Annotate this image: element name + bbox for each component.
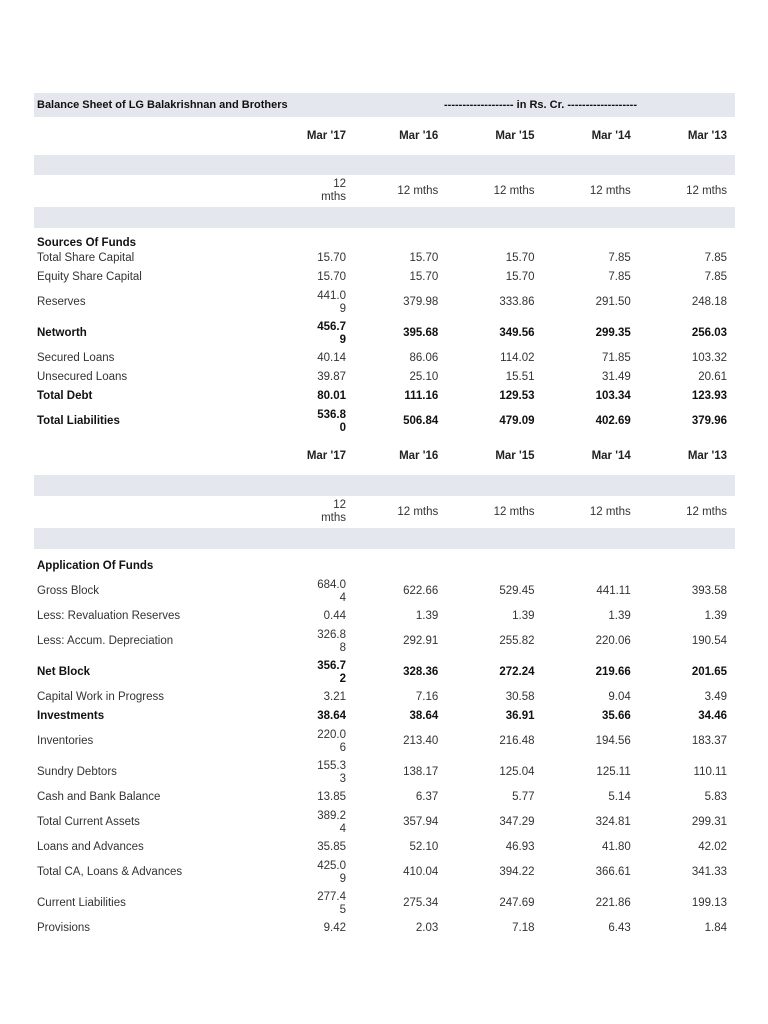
row-label: Less: Revaluation Reserves bbox=[37, 610, 181, 622]
unit-label: ------------------- in Rs. Cr. ------------------- bbox=[444, 99, 637, 111]
value-cell: 125.04 bbox=[499, 766, 535, 778]
column-header: Mar '16 bbox=[399, 450, 439, 462]
value-cell: 20.61 bbox=[698, 371, 727, 383]
value-cell bbox=[284, 810, 346, 836]
value-cell bbox=[284, 371, 346, 384]
value-text: 38.64 bbox=[317, 710, 346, 722]
value-cell: 347.29 bbox=[499, 816, 535, 828]
application-heading-row bbox=[34, 553, 735, 572]
value-cell: 216.48 bbox=[499, 735, 535, 747]
value-cell: 221.86 bbox=[595, 897, 631, 909]
value-cell: 1.39 bbox=[512, 610, 535, 622]
row-label: Provisions bbox=[37, 922, 91, 934]
value-cell: 6.43 bbox=[608, 922, 631, 934]
table-row bbox=[34, 888, 735, 919]
value-cell bbox=[284, 891, 346, 917]
table-title-bar bbox=[34, 93, 735, 117]
value-cell: 366.61 bbox=[595, 866, 631, 878]
column-header: Mar '15 bbox=[495, 450, 535, 462]
value-cell: 7.85 bbox=[704, 252, 727, 264]
value-cell: 247.69 bbox=[499, 897, 535, 909]
period-cell: 12 mths bbox=[493, 505, 535, 518]
value-cell: 256.03 bbox=[691, 327, 727, 339]
value-cell: 213.40 bbox=[403, 735, 439, 747]
value-cell: 111.16 bbox=[404, 390, 439, 402]
row-label: Inventories bbox=[37, 735, 94, 747]
row-label: Capital Work in Progress bbox=[37, 691, 164, 703]
value-cell: 379.98 bbox=[403, 296, 439, 308]
period-cell: 12 mths bbox=[686, 184, 727, 197]
separator-band bbox=[34, 528, 735, 549]
value-text: 356.72 bbox=[317, 659, 346, 685]
table-row bbox=[34, 726, 735, 757]
value-cell bbox=[284, 610, 346, 623]
value-text: 425.09 bbox=[317, 859, 346, 885]
table-row bbox=[34, 919, 735, 938]
value-cell: 190.54 bbox=[691, 635, 727, 647]
value-cell bbox=[284, 271, 346, 284]
value-cell: 272.24 bbox=[499, 666, 535, 678]
row-label: Total Debt bbox=[37, 390, 93, 402]
value-cell: 31.49 bbox=[601, 371, 631, 383]
value-cell bbox=[284, 579, 346, 605]
value-cell bbox=[284, 352, 346, 365]
row-label: Gross Block bbox=[37, 585, 99, 597]
value-cell: 5.83 bbox=[704, 791, 727, 803]
table-row bbox=[34, 807, 735, 838]
value-cell: 328.36 bbox=[403, 666, 439, 678]
value-cell bbox=[284, 710, 346, 723]
value-cell: 299.31 bbox=[691, 816, 727, 828]
row-label: Investments bbox=[37, 710, 105, 722]
top-header-row bbox=[34, 117, 735, 155]
value-cell: 36.91 bbox=[505, 710, 535, 722]
value-cell: 3.49 bbox=[704, 691, 727, 703]
table-row bbox=[34, 287, 735, 318]
separator-band bbox=[34, 155, 735, 175]
value-cell bbox=[284, 660, 346, 686]
value-cell: 2.03 bbox=[415, 922, 439, 934]
table-row bbox=[34, 788, 735, 807]
row-label: Equity Share Capital bbox=[37, 271, 142, 283]
value-cell: 1.39 bbox=[608, 610, 631, 622]
section-heading: Application Of Funds bbox=[37, 560, 154, 572]
table-row bbox=[34, 576, 735, 607]
value-cell: 395.68 bbox=[403, 327, 439, 339]
column-header: Mar '14 bbox=[591, 130, 631, 142]
value-cell: 199.13 bbox=[691, 897, 727, 909]
period-cell: 12 mths bbox=[493, 184, 535, 197]
value-cell bbox=[284, 860, 346, 886]
value-cell: 275.34 bbox=[403, 897, 439, 909]
value-cell: 333.86 bbox=[499, 296, 535, 308]
table-row bbox=[34, 707, 735, 726]
section-heading: Sources Of Funds bbox=[37, 237, 137, 249]
row-label: Cash and Bank Balance bbox=[37, 791, 161, 803]
value-cell: 52.10 bbox=[409, 841, 439, 853]
value-text: 389.24 bbox=[317, 809, 346, 835]
column-header bbox=[284, 449, 346, 463]
value-cell bbox=[284, 841, 346, 854]
value-cell: 129.53 bbox=[499, 390, 535, 402]
value-cell bbox=[284, 409, 346, 435]
value-text: 15.70 bbox=[317, 252, 346, 264]
value-cell bbox=[284, 390, 346, 403]
value-cell: 138.17 bbox=[403, 766, 439, 778]
value-cell: 114.02 bbox=[500, 352, 535, 364]
column-header-text: Mar '17 bbox=[306, 450, 346, 462]
value-cell: 15.70 bbox=[505, 271, 535, 283]
value-cell: 25.10 bbox=[409, 371, 439, 383]
row-label: Net Block bbox=[37, 666, 91, 678]
table-row bbox=[34, 249, 735, 268]
sources-heading-row bbox=[34, 230, 735, 249]
column-header: Mar '13 bbox=[687, 450, 727, 462]
value-cell: 183.37 bbox=[691, 735, 727, 747]
table-row bbox=[34, 349, 735, 368]
value-cell: 34.46 bbox=[698, 710, 727, 722]
value-cell: 622.66 bbox=[403, 585, 439, 597]
value-cell: 103.34 bbox=[595, 390, 631, 402]
value-cell: 394.22 bbox=[499, 866, 535, 878]
column-header: Mar '16 bbox=[399, 130, 439, 142]
value-cell: 103.32 bbox=[691, 352, 727, 364]
period-cell bbox=[284, 499, 346, 525]
value-cell: 410.04 bbox=[403, 866, 439, 878]
table-row bbox=[34, 406, 735, 437]
row-label: Unsecured Loans bbox=[37, 371, 128, 383]
value-text: 684.04 bbox=[317, 578, 346, 604]
value-cell: 5.77 bbox=[512, 791, 535, 803]
value-cell: 292.91 bbox=[403, 635, 439, 647]
value-cell: 1.39 bbox=[415, 610, 439, 622]
table-row bbox=[34, 368, 735, 387]
column-header bbox=[284, 129, 346, 143]
row-label: Total Current Assets bbox=[37, 816, 140, 828]
separator-band bbox=[34, 207, 735, 228]
value-cell: 35.66 bbox=[601, 710, 631, 722]
value-cell: 201.65 bbox=[691, 666, 727, 678]
period-cell: 12 mths bbox=[397, 505, 439, 518]
table-row bbox=[34, 607, 735, 626]
value-cell: 46.93 bbox=[505, 841, 535, 853]
period-cell bbox=[284, 178, 346, 204]
value-cell: 248.18 bbox=[691, 296, 727, 308]
row-label: Total CA, Loans & Advances bbox=[37, 866, 183, 878]
value-text: 0.44 bbox=[323, 610, 346, 622]
value-text: 35.85 bbox=[317, 841, 346, 853]
row-label: Total Share Capital bbox=[37, 252, 135, 264]
balance-sheet-table bbox=[34, 93, 735, 938]
value-cell: 5.14 bbox=[608, 791, 631, 803]
row-label: Current Liabilities bbox=[37, 897, 126, 909]
value-cell: 123.93 bbox=[691, 390, 727, 402]
value-cell: 529.45 bbox=[499, 585, 535, 597]
value-cell bbox=[284, 290, 346, 316]
row-label: Less: Accum. Depreciation bbox=[37, 635, 174, 647]
row-label: Secured Loans bbox=[37, 352, 115, 364]
table-row bbox=[34, 838, 735, 857]
table-row bbox=[34, 657, 735, 688]
value-cell: 41.80 bbox=[601, 841, 631, 853]
value-cell: 15.70 bbox=[505, 252, 535, 264]
period-text: 12 mths bbox=[321, 499, 346, 524]
separator-band bbox=[34, 475, 735, 496]
column-header: Mar '14 bbox=[591, 450, 631, 462]
value-text: 13.85 bbox=[317, 791, 346, 803]
value-text: 155.33 bbox=[317, 759, 346, 785]
row-label: Sundry Debtors bbox=[37, 766, 117, 778]
period-cell: 12 mths bbox=[589, 505, 631, 518]
value-cell: 71.85 bbox=[601, 352, 631, 364]
value-text: 40.14 bbox=[317, 352, 346, 364]
table-row bbox=[34, 626, 735, 657]
value-cell: 402.69 bbox=[595, 415, 631, 427]
value-cell: 9.04 bbox=[608, 691, 631, 703]
value-cell: 7.16 bbox=[415, 691, 439, 703]
value-cell: 479.09 bbox=[499, 415, 535, 427]
value-cell: 393.58 bbox=[691, 585, 727, 597]
value-text: 456.79 bbox=[317, 320, 346, 346]
value-cell: 341.33 bbox=[691, 866, 727, 878]
value-cell: 15.51 bbox=[505, 371, 535, 383]
value-text: 15.70 bbox=[317, 271, 346, 283]
value-cell bbox=[284, 252, 346, 265]
value-text: 220.06 bbox=[317, 728, 346, 754]
value-cell: 30.58 bbox=[505, 691, 535, 703]
value-cell bbox=[284, 691, 346, 704]
value-cell: 38.64 bbox=[409, 710, 439, 722]
value-cell: 125.11 bbox=[596, 766, 631, 778]
row-label: Loans and Advances bbox=[37, 841, 144, 853]
top-period-row bbox=[34, 175, 735, 207]
value-cell bbox=[284, 629, 346, 655]
row-label: Networth bbox=[37, 327, 87, 339]
value-cell: 7.85 bbox=[608, 252, 631, 264]
value-cell bbox=[284, 922, 346, 935]
column-header: Mar '15 bbox=[495, 130, 535, 142]
value-text: 39.87 bbox=[317, 371, 346, 383]
column-header-text: Mar '17 bbox=[306, 130, 346, 142]
value-cell: 7.85 bbox=[608, 271, 631, 283]
table-row bbox=[34, 688, 735, 707]
value-cell: 15.70 bbox=[409, 271, 439, 283]
value-cell: 86.06 bbox=[409, 352, 439, 364]
value-cell: 15.70 bbox=[409, 252, 439, 264]
value-cell: 7.85 bbox=[704, 271, 727, 283]
value-cell: 379.96 bbox=[691, 415, 727, 427]
table-row bbox=[34, 318, 735, 349]
value-cell: 110.11 bbox=[693, 766, 727, 778]
value-cell: 324.81 bbox=[595, 816, 631, 828]
value-cell: 6.37 bbox=[415, 791, 439, 803]
value-cell: 219.66 bbox=[595, 666, 631, 678]
value-cell: 441.11 bbox=[596, 585, 631, 597]
value-cell: 357.94 bbox=[403, 816, 439, 828]
value-text: 3.21 bbox=[323, 691, 346, 703]
value-text: 326.88 bbox=[317, 628, 346, 654]
period-text: 12 mths bbox=[321, 178, 346, 203]
value-text: 536.80 bbox=[317, 408, 346, 434]
value-cell: 349.56 bbox=[499, 327, 535, 339]
table-row bbox=[34, 387, 735, 406]
value-cell: 220.06 bbox=[595, 635, 631, 647]
period-cell: 12 mths bbox=[397, 184, 439, 197]
value-text: 80.01 bbox=[317, 390, 346, 402]
value-cell: 1.84 bbox=[704, 922, 727, 934]
value-cell bbox=[284, 760, 346, 786]
value-cell: 1.39 bbox=[704, 610, 727, 622]
value-cell bbox=[284, 791, 346, 804]
table-row bbox=[34, 268, 735, 287]
period-cell: 12 mths bbox=[589, 184, 631, 197]
table-title: Balance Sheet of LG Balakrishnan and Brothers bbox=[37, 99, 288, 111]
mid-header-row bbox=[34, 437, 735, 475]
row-label: Total Liabilities bbox=[37, 415, 120, 427]
value-text: 277.45 bbox=[317, 890, 346, 916]
value-cell: 506.84 bbox=[403, 415, 439, 427]
value-cell: 291.50 bbox=[595, 296, 631, 308]
value-cell: 299.35 bbox=[595, 327, 631, 339]
value-cell: 42.02 bbox=[698, 841, 727, 853]
row-label: Reserves bbox=[37, 296, 86, 308]
mid-period-row bbox=[34, 496, 735, 528]
value-cell bbox=[284, 729, 346, 755]
value-text: 441.09 bbox=[317, 289, 346, 315]
value-cell: 255.82 bbox=[499, 635, 535, 647]
column-header: Mar '13 bbox=[687, 130, 727, 142]
table-row bbox=[34, 857, 735, 888]
table-row bbox=[34, 757, 735, 788]
value-cell: 194.56 bbox=[595, 735, 631, 747]
value-text: 9.42 bbox=[323, 922, 346, 934]
value-cell bbox=[284, 321, 346, 347]
period-cell: 12 mths bbox=[686, 505, 727, 518]
value-cell: 7.18 bbox=[512, 922, 535, 934]
